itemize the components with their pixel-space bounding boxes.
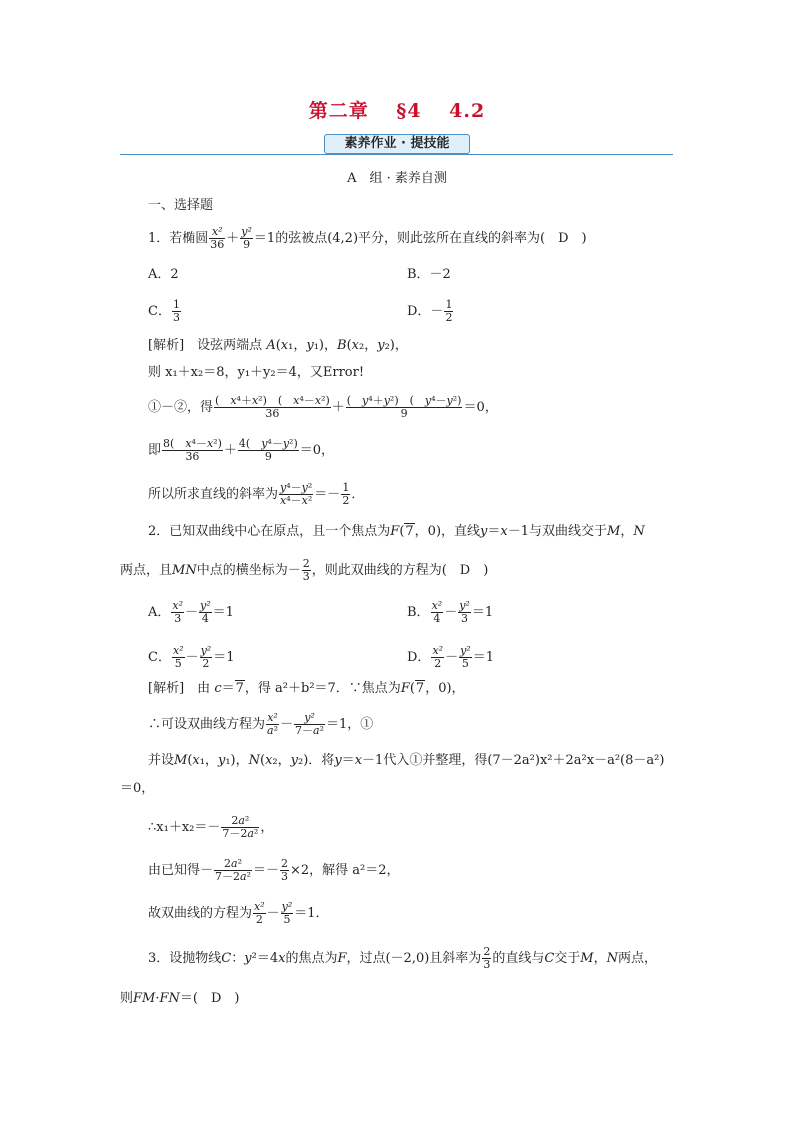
question-1: 1．若椭圆 $\frac{\text{x²}}{36}$ ＋ $\frac{\text{y²}}{9}$ ＝1的弦被点(4,2)平分，则此弦所在直线的斜率为( D ) — [148, 225, 587, 251]
q1-option-a: A．2 — [148, 267, 179, 282]
q2-solution-line-6: 由已知得－ $\frac{\text{2a²}}{\text{7－2a²}}$ ＝－ $\frac{2}{3}$ ×2，解得 a²＝2， — [148, 857, 400, 883]
question-3-line-1: 3．设抛物线C：y²＝4x的焦点为F，过点(－2,0)且斜率为 $\frac{2}{3}$ 的直线与C交于M，N两点， — [148, 945, 658, 971]
q1-solution-line-2: 则 x₁＋x₂＝8，y₁＋y₂＝4，又Error! — [148, 365, 365, 380]
question-2-line-2: 两点，且MN中点的横坐标为－ $\frac{2}{3}$ ，则此双曲线的方程为( D ) — [120, 557, 489, 583]
q1-option-c: C． $\frac{1}{3}$ — [148, 298, 180, 324]
group-title: A 组 · 素养自测 — [347, 171, 447, 186]
q2-solution-line-4: ＝0， — [120, 781, 155, 796]
banner-label: 素养作业 · 提技能 — [324, 134, 470, 154]
banner-divider — [120, 154, 673, 155]
q2-option-a: A． $\frac{\text{x²}}{3}$ － $\frac{\text{y²}}{4}$ ＝1 — [148, 599, 234, 625]
question-3-line-2: 则FM·FN＝( D ) — [120, 991, 240, 1006]
q2-solution-line-2: ∴可设双曲线方程为 $\frac{\text{x²}}{\text{a²}}$ － $\frac{\text{y²}}{\text{7－a²}}$ ＝1，① — [148, 711, 374, 737]
q1-solution-line-5: 所以所求直线的斜率为 $\frac{\text{y⁴－y²}}{\text{x⁴－x²}}$ ＝－ $\frac{1}{2}$ ． — [148, 481, 365, 507]
q2-solution-line-7: 故双曲线的方程为 $\frac{\text{x²}}{2}$ － $\frac{\text{y²}}{5}$ ＝1． — [148, 900, 329, 926]
section-banner — [120, 134, 673, 156]
page-title — [0, 96, 794, 123]
section-label: §4 — [396, 100, 422, 122]
chapter-label: 第二章 — [308, 100, 369, 122]
q1-solution-line-4: 即 $\frac{\text{8( x⁴－x²)}}{36}$ ＋ $\frac{\text{4( y⁴－y²)}}{9}$ ＝0， — [148, 437, 335, 463]
q2-option-c: C． $\frac{\text{x²}}{5}$ － $\frac{\text{y²}}{2}$ ＝1 — [148, 644, 235, 670]
subsection-label: 4.2 — [449, 100, 486, 122]
section-title: 一、选择题 — [148, 198, 214, 213]
q2-option-b: B． $\frac{\text{x²}}{4}$ － $\frac{\text{y²}}{3}$ ＝1 — [407, 599, 494, 625]
q1-option-d: D．－ $\frac{1}{2}$ — [407, 298, 453, 324]
q1-solution-line-3: ①－②，得 $\frac{\text{( x⁴＋x²) ( x⁴－x²)}}{36}$ ＋ $\frac{\text{( y⁴＋y²) ( y⁴－y²)}}{9}$ ＝0， — [148, 394, 498, 420]
q2-solution-line-5: ∴x₁＋x₂＝－ $\frac{\text{2a²}}{\text{7－2a²}}$ ， — [148, 814, 274, 840]
q2-solution-line-1: [解析] 由 c＝7，得 a²＋b²＝7．∵焦点为F(7，0)， — [148, 681, 465, 696]
q1-solution-line-1: [解析] 设弦两端点 A(x₁，y₁)，B(x₂，y₂)， — [148, 338, 408, 353]
q2-solution-line-3: 并设M(x₁，y₁)，N(x₂，y₂)．将y＝x－1代入①并整理，得(7－2a²)x²＋2a²x－a²(8－a²) — [148, 753, 665, 768]
q2-option-d: D． $\frac{\text{x²}}{2}$ － $\frac{\text{y²}}{5}$ ＝1 — [407, 644, 494, 670]
q1-option-b: B．－2 — [407, 267, 451, 282]
question-2-line-1: 2．已知双曲线中心在原点，且一个焦点为F(7，0)，直线y＝x－1与双曲线交于M，N — [148, 524, 645, 539]
